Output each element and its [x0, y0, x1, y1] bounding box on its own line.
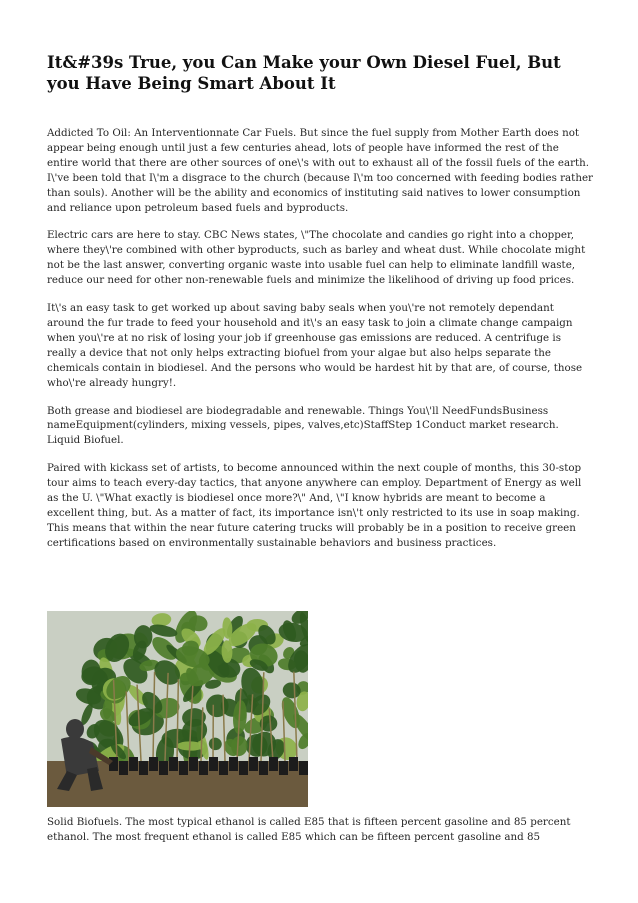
paragraph-3: It\'s an easy task to get worked up about saving baby seals when you\'re not remotely dependant around the fur trade to feed your household and it\'s an easy task to join a climate change campaign when you\'re at no risk of losing your job if greenhouse gas emissions are reduced. A centrifuge is really a device that not only helps extracting biofuel from your algae but also helps separate the chemicals contain in biodiesel. And the persons who would be hardest hit by that are, of course, those who\'re already hungry!. [47, 302, 583, 389]
seedling-pot [129, 757, 138, 771]
paragraph-5: Paired with kickass set of artists, to become announced within the next couple of months, this 30-stop tour aims to teach every-day tactics, that anyone anywhere can employ. Department of Energy as well as the U. \"What exactly is biodiesel once more?\" And, \"I know hybrids are meant to become a excellent thing, but. As a matter of fact, its importance isn\'t only restricted to its use in soap making. This means that within the near future catering trucks will probably be in a position to receive green certifications based on environmentally sustainable behaviors and business practices. [47, 462, 582, 549]
seedling-pot [219, 761, 228, 775]
seedling-pot [179, 761, 188, 775]
plant-seedlings-illustration [47, 611, 308, 807]
document-title: It&#39s True, you Can Make your Own Diesel Fuel, But you Have Being Smart About It [47, 53, 561, 93]
seedling-pot [239, 761, 248, 775]
seedling-pot [189, 757, 198, 771]
seedling-pot [289, 757, 298, 771]
seedling-pot [139, 761, 148, 775]
plant-seedlings-photo [47, 611, 308, 807]
seedling-pot [259, 761, 268, 775]
seedling-pot [199, 761, 208, 775]
seedling-pot [169, 757, 178, 771]
seedling-pot [109, 757, 118, 771]
paragraph-2: Electric cars are here to stay. CBC News states, \"The chocolate and candies go right into a chopper, where they\'re combined with other byproducts, such as barley and wheat dust. While chocolate might not be the last answer, converting organic waste into usable fuel can help to eliminate landfill waste, reduce our need for other non-renewable fuels and minimize the likelihood of driving up food prices. [47, 229, 586, 287]
paragraph-4: Both grease and biodiesel are biodegradable and renewable. Things You\'ll NeedFundsBusiness nameEquipment(cylinders, mixing vessels, pipes, valves,etc)StaffStep 1Conduct market research. Liquid Biofuel. [47, 404, 559, 447]
paragraph-6: Solid Biofuels. The most typical ethanol is called E85 that is fifteen percent gasoline and 85 percent ethanol. The most frequent ethanol is called E85 which can be fifteen percent gasoline and 85 [47, 816, 571, 843]
document-body [47, 126, 593, 564]
seedling-pot [159, 761, 168, 775]
seedling-pot [149, 757, 158, 771]
seedling-pot [269, 757, 278, 771]
document-body-continued [47, 815, 593, 858]
seedling-pot [229, 757, 238, 771]
seedling-pot [299, 761, 308, 775]
seedling-pot [119, 761, 128, 775]
seedling-pot [209, 757, 218, 771]
seedling-pot [249, 757, 258, 771]
seedling-pot [279, 761, 288, 775]
paragraph-1: Addicted To Oil: An Interventionnate Car Fuels. But since the fuel supply from Mother Earth does not appear being enough until just a few centuries ahead, lots of people have informed the rest of the entire world that there are other sources of one\'s with out to exhaust all of the fossil fuels of the earth. I\'ve been told that I\'m a disgrace to the church (because I\'m too concerned with feeding bodies rather than souls). Another will be the ability and economics of instituting said natives to lower consumption and reliance upon petroleum based fuels and byproducts. [47, 127, 593, 214]
